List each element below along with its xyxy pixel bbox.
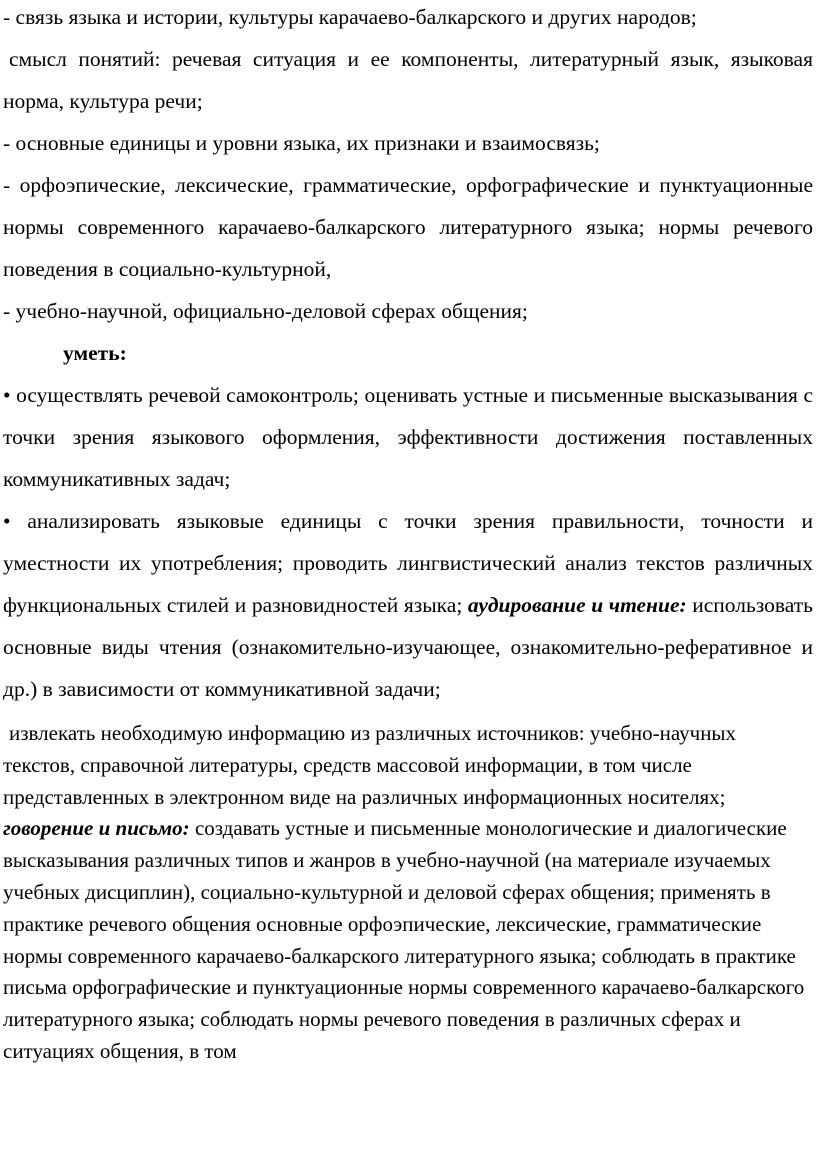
paragraph-units: - основные единицы и уровни языка, их признаки и взаимосвязь; [3,131,600,155]
term-speaking-writing: говорение и письмо: [3,816,190,841]
paragraph-norms: - орфоэпические, лексические, грамматические, орфографические и пунктуационные нормы современного карачаево-балкарского литературного языка; нормы речевого поведения в социально-культурной, [3,173,813,281]
paragraph-concepts: смысл понятий: речевая ситуация и ее компоненты, литературный язык, языковая норма, культура речи; [3,47,813,113]
term-listening-reading: аудирование и чтение: [467,593,687,617]
bullet-analyze [3,500,813,710]
extract-info-text: извлекать необходимую информацию из различных источников: учебно-научных текстов, справочной литературы, средств массовой информации, в том числе представленных в электронном виде на различных информационных носителях; [3,721,737,809]
paragraph-line-1: - связь языка и истории, культуры карачаево-балкарского и других народов; [3,5,697,29]
bullet-self-control: • осуществлять речевой самоконтроль; оценивать устные и письменные высказывания с точки зрения языкового оформления, эффективности достижения поставленных коммуникативных задач; [3,383,813,491]
bullet-analyze-text: • анализировать языковые единицы с точки зрения правильности, точности и уместности их употребления; проводить лингвистический анализ текстов различных функциональных стилей и разновидностей языка; [3,509,813,617]
paragraph-extract-info [3,718,813,1068]
extract-info-rest: создавать устные и письменные монологические и диалогические высказывания различных типов и жанров в учебно-научной (на материале изучаемых учебных дисциплин), социально-культурной и деловой сферах общения; применять в практике речевого общения основные орфоэпические, лексические, грамматические нормы современного карачаево-балкарского литературного языка; соблюдать в практике письма орфографические и пунктуационные нормы современного карачаево-балкарского литературного языка; соблюдать нормы речевого поведения в различных сферах и ситуациях общения, в том [3,816,805,1063]
bullet-analyze-rest: использовать основные виды чтения (ознакомительно-изучающее, ознакомительно-реферативное и др.) в зависимости от коммуникативной задачи; [3,593,813,701]
heading-umet: уметь: [63,341,127,365]
paragraph-spheres: - учебно-научной, официально-деловой сферах общения; [3,299,528,323]
